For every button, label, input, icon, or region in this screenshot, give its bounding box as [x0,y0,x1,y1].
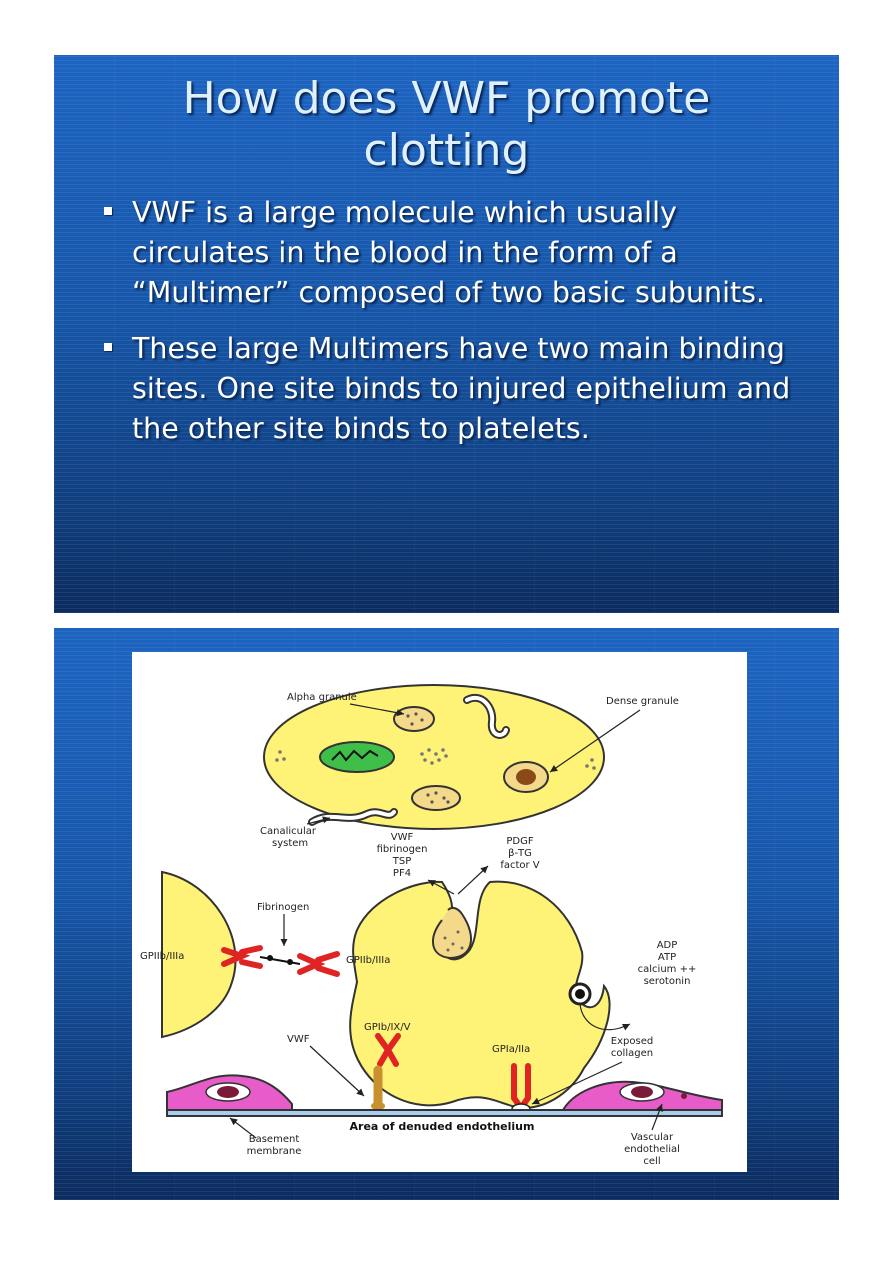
svg-text:calcium ++: calcium ++ [637,964,697,975]
alpha-contents-label [377,832,428,879]
gpiib-receptor-right-icon [300,954,337,974]
pdgf-contents-label [500,836,539,871]
resting-platelet [264,685,604,829]
svg-text:endothelial: endothelial [624,1144,680,1155]
label-gpib: GPIb/IX/V [364,1022,411,1033]
svg-text:Vascular: Vascular [630,1132,674,1143]
nucleus-core-icon [631,1086,653,1098]
svg-text:ATP: ATP [657,952,677,963]
svg-text:factor V: factor V [500,860,540,871]
svg-text:PF4: PF4 [392,868,412,879]
dense-granule-core-icon [516,769,536,785]
svg-text:VWF: VWF [390,832,414,843]
svg-text:TSP: TSP [392,856,412,867]
alpha-granule-icon [412,786,460,810]
slide-diagram [54,628,839,1200]
label-alpha-granule: Alpha granule [287,692,357,703]
fibrinogen-bridge-icon [260,957,300,964]
label-gpiib-right: GPIIb/IIIa [346,955,391,966]
svg-text:Basement: Basement [248,1134,300,1145]
label-gpiib-left: GPIIb/IIIa [140,951,185,962]
svg-text:serotonin: serotonin [643,976,691,987]
mitochondria-icon [320,742,394,772]
svg-text:PDGF: PDGF [506,836,534,847]
basement-membrane-icon [167,1110,722,1116]
svg-text:fibrinogen: fibrinogen [376,844,428,855]
bullet-square-icon [104,343,112,351]
slide-title: How does VWF promote clotting [182,73,711,176]
vwf-stalk-base-icon [371,1102,385,1110]
dense-contents-label [638,940,697,987]
label-area-denuded: Area of denuded endothelium [349,1120,535,1133]
bullet-text: These large Multimers have two main binding sites. One site binds to injured epithelium and the other site binds to platelets. [132,332,791,445]
receptor-shape [300,956,318,972]
exposed-collagen-label [611,1036,653,1059]
nucleus-core-icon [217,1086,239,1098]
bullet-item [104,193,819,313]
svg-text:cell: cell [643,1156,661,1167]
bullet-list [104,193,819,465]
svg-text:membrane: membrane [246,1146,302,1157]
svg-text:ADP: ADP [656,940,678,951]
slide-text [54,55,839,613]
label-gpia: GPIa/IIa [492,1044,531,1055]
alpha-granule-icon [394,707,434,731]
svg-text:β-TG: β-TG [508,848,532,859]
label-vwf: VWF [287,1034,310,1045]
label-canalicular-system: system [272,838,309,849]
label-dense-granule: Dense granule [606,696,679,707]
platelet-diagram [132,652,747,1172]
vascular-endothelial-label [624,1132,680,1167]
label-canalicular: Canalicular [260,826,316,837]
platelet-diagram-svg [132,652,747,1172]
label-fibrinogen: Fibrinogen [257,902,310,913]
bullet-text: VWF is a large molecule which usually circulates in the blood in the form of a “Multimer” composed of two basic subunits. [132,196,766,309]
svg-text:Exposed: Exposed [610,1036,654,1047]
svg-text:collagen: collagen [610,1048,654,1059]
bullet-square-icon [104,207,112,215]
bullet-item [104,329,819,449]
